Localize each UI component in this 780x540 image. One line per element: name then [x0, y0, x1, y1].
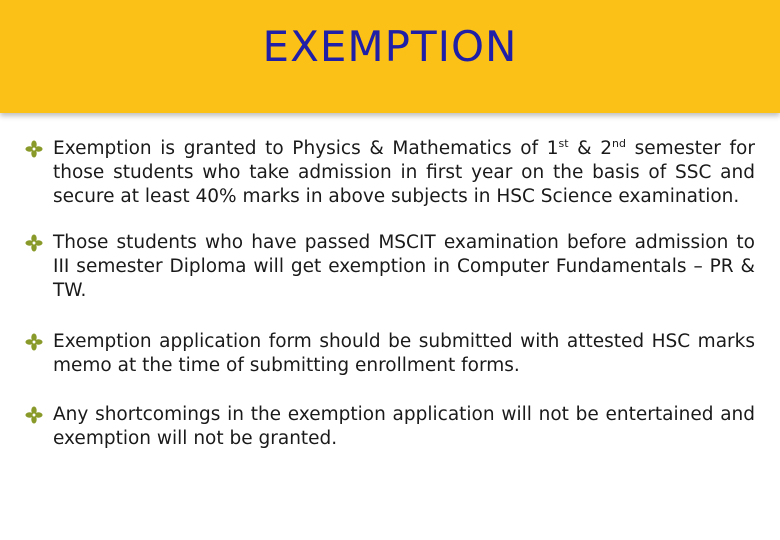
bullet-item	[25, 330, 755, 378]
diamond-flower-icon	[25, 333, 43, 351]
bullet-text-part: semester for those students who take admission in first year on the basis of SSC and secure at least 40% marks in above subjects in HSC Science examination.	[53, 138, 755, 207]
ordinal-suffix: st	[558, 136, 569, 150]
diamond-flower-icon	[25, 140, 43, 158]
bullet-item	[25, 231, 755, 303]
bullet-text: Exemption application form should be submitted with attested HSC marks memo at the time of submitting enrollment forms.	[53, 331, 755, 376]
title-banner	[0, 0, 780, 113]
slide-title: EXEMPTION	[262, 22, 518, 71]
bullet-text-part: Exemption is granted to Physics & Mathematics of 1	[53, 138, 559, 159]
bullet-text: Any shortcomings in the exemption application will not be entertained and exemption will not be granted.	[53, 404, 755, 449]
bullet-item	[25, 403, 755, 451]
bullet-list	[25, 137, 755, 473]
bullet-item	[25, 137, 755, 209]
diamond-flower-icon	[25, 234, 43, 252]
diamond-flower-icon	[25, 406, 43, 424]
ordinal-suffix: nd	[612, 136, 626, 150]
bullet-text: Those students who have passed MSCIT examination before admission to III semester Diploma will get exemption in Computer Fundamentals – PR & TW.	[53, 232, 755, 301]
bullet-text-part: & 2	[568, 138, 613, 159]
